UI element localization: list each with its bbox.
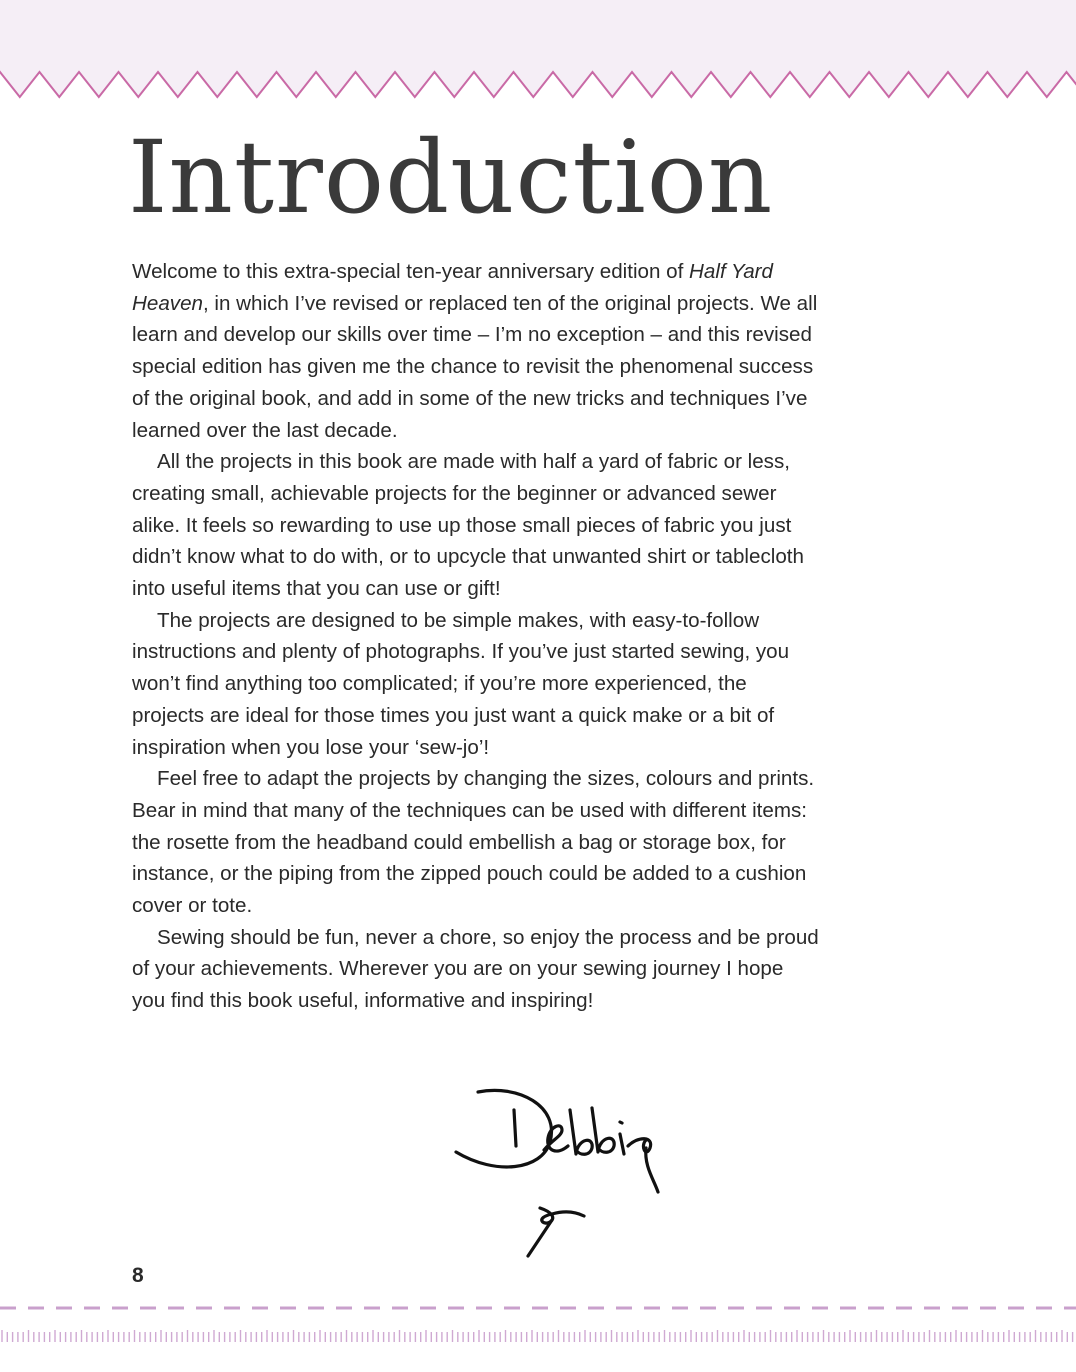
handwritten-signature: [448, 1080, 688, 1265]
paragraph-3: The projects are designed to be simple makes, with easy-to-follow instructions and plenty of photographs. If you’ve just started sewing, you won’t find anything too complicated; if you’re more experienced, the projects are ideal for those times you just want a quick make or a bit of inspiration when you lose your ‘sew-jo’!: [132, 608, 790, 759]
ruler-ticks: [2, 1330, 1073, 1342]
top-zigzag-border: [0, 0, 1076, 100]
book-title: Half Yard Heaven: [132, 260, 773, 315]
bottom-stitched-border: [0, 1300, 1076, 1350]
paragraph-2: All the projects in this book are made with half a yard of fabric or less, creating small, achievable projects for the beginner or advanced sewer alike. It feels so rewarding to use up those small pieces of fabric you just didn’t know what to do with, or to upcycle that unwanted shirt or tablecloth into useful items that you can use or gift!: [132, 450, 804, 601]
top-band-fill: [0, 0, 1076, 97]
paragraph-4: Feel free to adapt the projects by changing the sizes, colours and prints. Bear in mind that many of the techniques can be used with different items: the rosette from the headband could embellish a bag or storage box, for instance, or the piping from the zipped pouch could be added to a cushion cover or tote.: [132, 767, 815, 918]
introduction-body: [132, 256, 822, 1017]
paragraph-5: Sewing should be fun, never a chore, so enjoy the process and be proud of your achievements. Wherever you are on your sewing journey I hope you find this book useful, informative and inspiring!: [132, 925, 819, 1013]
page-title: Introduction: [128, 119, 774, 236]
paragraph-1: [132, 256, 822, 446]
paragraph-1-start: Welcome to this extra-special ten-year anniversary edition of: [132, 260, 690, 283]
paragraph-1-end: , in which I’ve revised or replaced ten of the original projects. We all learn and develop our skills over time – I’m no exception – and this revised special edition has given me the chance to revisit the phenomenal success of the original book, and add in some of the new tricks and techniques I’ve learned over the last decade.: [132, 291, 818, 442]
page-number: 8: [132, 1264, 144, 1287]
